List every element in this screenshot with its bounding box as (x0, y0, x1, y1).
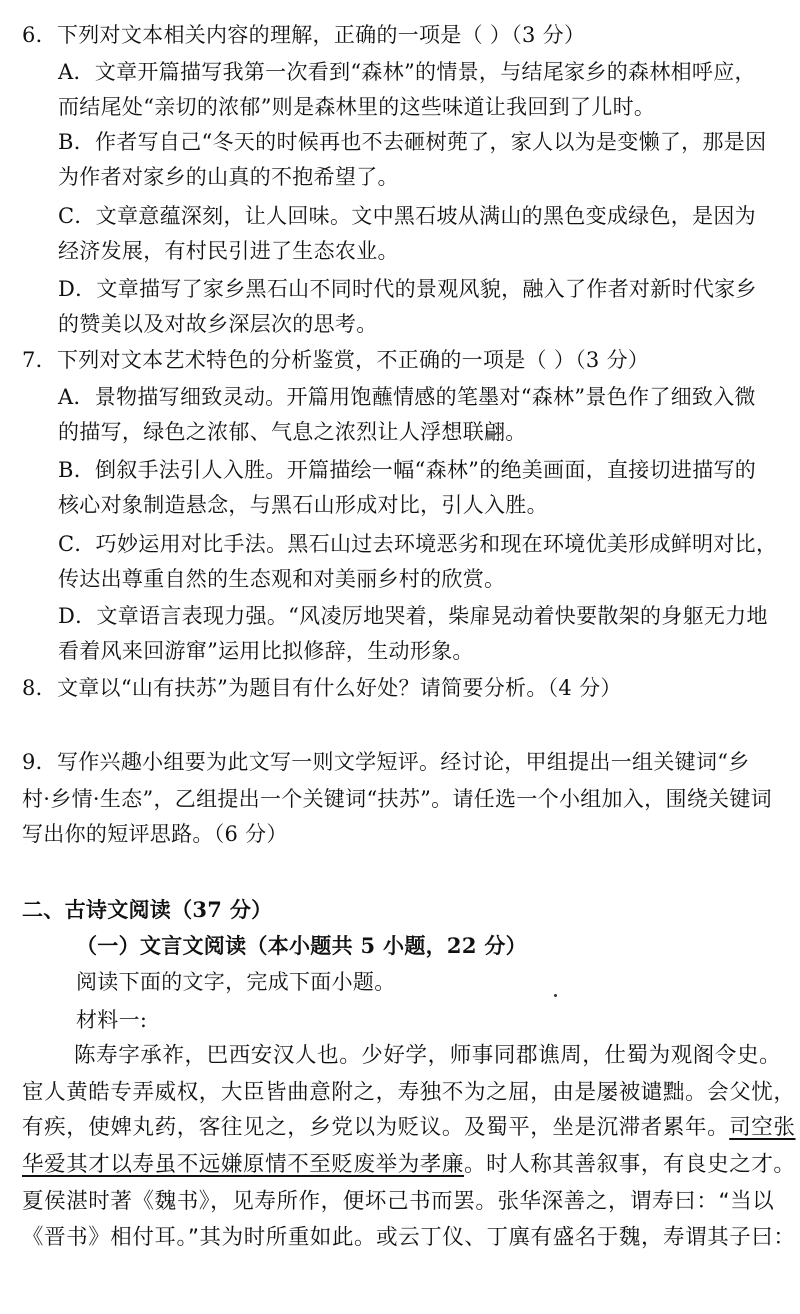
q7-option-d: D．文章语言表现力强。“风凌厉地哭着，柴扉晃动着快要散架的身躯无力地 (58, 604, 768, 628)
material-label: 材料一: (76, 1008, 148, 1032)
q7-option-b: B．倒叙手法引人入胜。开篇描绘一幅“森林”的绝美画面，直接切进描写的 (58, 458, 757, 482)
q7-option-c: C．巧妙运用对比手法。黑石山过去环境恶劣和现在环境优美形成鲜明对比， (58, 532, 778, 556)
classical-text-line: 陈寿字承祚，巴西安汉人也。少好学，师事同郡谯周，仕蜀为观阁令史。 (74, 1043, 782, 1068)
q8-stem: 8．文章以“山有扶苏”为题目有什么好处？请简要分析。（4 分） (22, 676, 622, 700)
q7-option-d-cont: 看着风来回游窜”运用比拟修辞，生动形象。 (58, 639, 474, 663)
q9-stem-cont: 村·乡情·生态”，乙组提出一个关键词“扶苏”。请任选一个小组加入，围绕关键词 (22, 787, 772, 811)
classical-text-line (22, 1148, 796, 1182)
q7-option-c-cont: 传达出尊重自然的生态观和对美丽乡村的欣赏。 (58, 567, 506, 591)
q6-stem: 6．下列对文本相关内容的理解，正确的一项是（ ）（3 分） (22, 23, 586, 47)
q6-option-a-cont: 而结尾处“亲切的浓郁”则是森林里的这些味道让我回到了儿时。 (58, 95, 656, 119)
q6-option-c: C．文章意蕴深刻，让人回味。文中黑石坡从满山的黑色变成绿色，是因为 (58, 204, 756, 228)
q7-option-a: A．景物描写细致灵动。开篇用饱蘸情感的笔墨对“森林”景色作了细致入微 (58, 385, 756, 409)
instruction-text: 阅读下面的文字，完成下面小题。 (76, 970, 396, 994)
q6-option-b-cont: 为作者对家乡的山真的不抱希望了。 (58, 165, 399, 189)
classical-text-segment: 有疾，使婢丸药，客往见之，乡党以为贬议。及蜀平，坐是沉滞者累年。 (22, 1115, 730, 1140)
classical-text-line: 夏侯湛时著《魏书》，见寿所作，便坏己书而罢。张华深善之，谓寿曰：“当以 (22, 1189, 775, 1214)
section-heading: 二、古诗文阅读（37 分） (22, 897, 273, 922)
q9-stem: 9．写作兴趣小组要为此文写一则文学短评。经讨论，甲组提出一组关键词“乡 (22, 750, 750, 774)
q9-stem-end: 写出你的短评思路。（6 分） (22, 822, 288, 846)
underlined-passage: 司空张 (729, 1115, 796, 1140)
subsection-heading: （一）文言文阅读（本小题共 5 小题，22 分） (76, 933, 527, 958)
q7-option-a-cont: 的描写，绿色之浓郁、气息之浓烈让人浮想联翩。 (58, 420, 527, 444)
classical-text-segment: 。时人称其善叙事，有良史之才。 (464, 1152, 796, 1177)
classical-text-line: 宦人黄皓专弄威权，大臣皆曲意附之，寿独不为之屈，由是屡被谴黜。会父忧， (22, 1080, 796, 1105)
classical-text-line: 《晋书》相付耳。”其为时所重如此。或云丁仪、丁廙有盛名于魏，寿谓其子曰： (22, 1225, 796, 1250)
q7-option-b-cont: 核心对象制造悬念，与黑石山形成对比，引人入胜。 (58, 493, 548, 517)
q6-option-d: D．文章描写了家乡黑石山不同时代的景观风貌，融入了作者对新时代家乡 (58, 277, 757, 301)
q6-option-d-cont: 的赞美以及对故乡深层次的思考。 (58, 312, 378, 336)
q6-option-c-cont: 经济发展，有村民引进了生态农业。 (58, 239, 399, 263)
q7-stem: 7．下列对文本艺术特色的分析鉴赏，不正确的一项是（ ）（3 分） (22, 348, 650, 372)
classical-text-line (22, 1111, 796, 1145)
scan-speck (554, 994, 557, 997)
q6-option-a: A．文章开篇描写我第一次看到“森林”的情景，与结尾家乡的森林相呼应， (58, 60, 756, 84)
underlined-passage: 华爱其才以寿虽不远嫌原情不至贬废举为孝廉 (22, 1152, 465, 1177)
q6-option-b: B．作者写自己“冬天的时候再也不去砸树蔸了，家人以为是变懒了，那是因 (58, 130, 767, 154)
